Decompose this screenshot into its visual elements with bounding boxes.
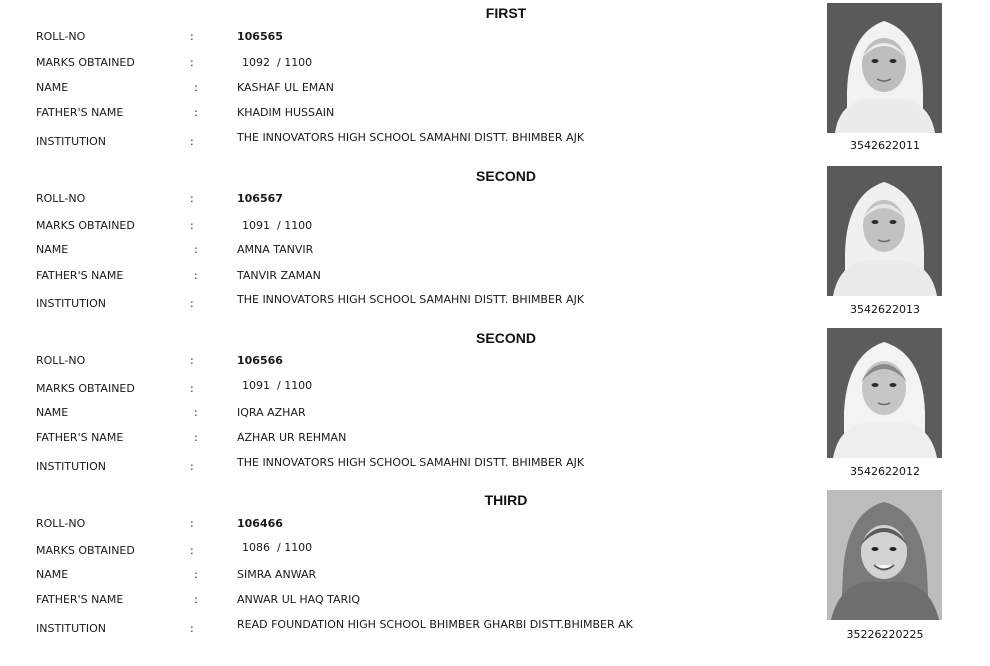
name-label: NAME (36, 568, 69, 581)
separator: : (190, 135, 194, 148)
position-title: THIRD (484, 492, 528, 508)
institution-value: READ FOUNDATION HIGH SCHOOL BHIMBER GHARBI DISTT.BHIMBER AK (237, 618, 633, 631)
student-photo (827, 3, 942, 133)
student-photo (827, 490, 942, 620)
institution-value: THE INNOVATORS HIGH SCHOOL SAMAHNI DISTT. BHIMBER AJK (237, 131, 585, 144)
separator: : (190, 30, 194, 43)
name-value: SIMRA ANWAR (237, 568, 317, 581)
name-label: NAME (36, 81, 69, 94)
name-label: NAME (36, 243, 69, 256)
name-row (0, 405, 820, 421)
roll-no-value: 106566 (237, 354, 283, 367)
father-label: FATHER'S NAME (36, 106, 124, 119)
roll-no-label: ROLL-NO (36, 30, 86, 43)
roll-no-label: ROLL-NO (36, 517, 86, 530)
institution-row (0, 618, 820, 637)
separator: : (194, 568, 198, 581)
roll-no-value: 106567 (237, 192, 283, 205)
separator: : (194, 269, 198, 282)
institution-label: INSTITUTION (36, 460, 107, 473)
photo-id: 3542622013 (850, 303, 920, 316)
father-label: FATHER'S NAME (36, 431, 124, 444)
father-value: TANVIR ZAMAN (237, 269, 321, 282)
marks-value: 1091 / 1100 (242, 219, 313, 232)
marks-value: 1092 / 1100 (242, 56, 313, 69)
student-photo (827, 328, 942, 458)
separator: : (190, 460, 194, 473)
name-row (0, 567, 820, 583)
result-entry-second-a (0, 163, 990, 325)
separator: : (194, 593, 198, 606)
result-entry-third (0, 487, 990, 649)
name-value: KASHAF UL EMAN (237, 81, 335, 94)
institution-row (0, 131, 820, 150)
father-label: FATHER'S NAME (36, 593, 124, 606)
separator: : (194, 106, 198, 119)
roll-no-row (0, 191, 820, 207)
institution-value: THE INNOVATORS HIGH SCHOOL SAMAHNI DISTT. BHIMBER AJK (237, 456, 585, 469)
father-value: ANWAR UL HAQ TARIQ (237, 593, 361, 606)
institution-value: THE INNOVATORS HIGH SCHOOL SAMAHNI DISTT. BHIMBER AJK (237, 293, 585, 306)
father-row (0, 430, 820, 446)
result-entry-first (0, 0, 990, 162)
marks-label: MARKS OBTAINED (36, 382, 135, 395)
roll-no-row (0, 516, 820, 532)
institution-label: INSTITUTION (36, 297, 107, 310)
institution-row (0, 293, 820, 312)
name-value: AMNA TANVIR (237, 243, 314, 256)
student-photo (827, 166, 942, 296)
institution-label: INSTITUTION (36, 135, 107, 148)
father-row (0, 268, 820, 284)
separator: : (190, 517, 194, 530)
separator: : (190, 56, 194, 69)
separator: : (190, 297, 194, 310)
marks-value: 1086 / 1100 (242, 541, 313, 554)
separator: : (194, 431, 198, 444)
photo-id: 3542622012 (850, 465, 920, 478)
name-label: NAME (36, 406, 69, 419)
marks-row (0, 381, 820, 397)
roll-no-row (0, 29, 820, 45)
separator: : (190, 192, 194, 205)
roll-no-value: 106466 (237, 517, 283, 530)
photo-id: 3542622011 (850, 139, 920, 152)
roll-no-label: ROLL-NO (36, 192, 86, 205)
separator: : (190, 382, 194, 395)
father-row (0, 592, 820, 608)
position-title: FIRST (485, 5, 527, 21)
separator: : (190, 354, 194, 367)
separator: : (194, 406, 198, 419)
marks-label: MARKS OBTAINED (36, 219, 135, 232)
photo-id: 35226220225 (846, 628, 924, 641)
position-title: SECOND (476, 330, 536, 346)
marks-row (0, 218, 820, 234)
roll-no-row (0, 353, 820, 369)
marks-row (0, 543, 820, 559)
name-row (0, 80, 820, 96)
father-label: FATHER'S NAME (36, 269, 124, 282)
father-value: KHADIM HUSSAIN (237, 106, 335, 119)
result-entry-second-b (0, 325, 990, 487)
roll-no-value: 106565 (237, 30, 283, 43)
father-value: AZHAR UR REHMAN (237, 431, 347, 444)
position-title: SECOND (476, 168, 536, 184)
marks-label: MARKS OBTAINED (36, 544, 135, 557)
marks-label: MARKS OBTAINED (36, 56, 135, 69)
marks-row (0, 55, 820, 71)
institution-label: INSTITUTION (36, 622, 107, 635)
roll-no-label: ROLL-NO (36, 354, 86, 367)
separator: : (190, 622, 194, 635)
father-row (0, 105, 820, 121)
institution-row (0, 456, 820, 475)
separator: : (194, 243, 198, 256)
marks-value: 1091 / 1100 (242, 379, 313, 392)
separator: : (190, 544, 194, 557)
name-value: IQRA AZHAR (237, 406, 306, 419)
separator: : (194, 81, 198, 94)
name-row (0, 242, 820, 258)
separator: : (190, 219, 194, 232)
